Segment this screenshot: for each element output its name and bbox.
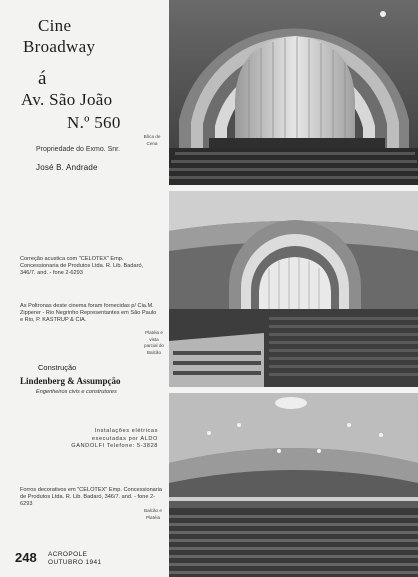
construction-firm: Lindenberg & Assumpção xyxy=(20,376,121,386)
title-line-3: á xyxy=(38,68,47,89)
construction-subtitle: Engenheiros civis e construtores xyxy=(36,389,117,395)
page-number: 248 xyxy=(15,550,37,565)
seating-credit: As Poltronas deste cinema foram fornecidas p/ Cia.M. Zipperer - Rio Negrinho Representantes em São Paulo e Rio, P. KASTRUP & CIA. xyxy=(20,303,157,323)
caption-stage: Bôca de Cena xyxy=(143,134,161,146)
title-line-2: Broadway xyxy=(23,37,96,56)
stalls-photo xyxy=(169,191,418,387)
ceiling-credit: Forros decorativos em "CELOTEX" Emp. Concessionaria de Produtos Ltda. R. Lib. Badaró, 346/7. and. - fone 2-6293 xyxy=(20,487,163,507)
magazine-info xyxy=(48,551,102,567)
title-line-5: N.º 560 xyxy=(67,113,121,132)
owner-label: Propriedade do Exmo. Snr. xyxy=(36,146,121,153)
owner-name: José B. Andrade xyxy=(36,163,98,172)
title-line-1: Cine xyxy=(38,16,72,35)
construction-heading: Construção xyxy=(38,363,77,372)
electrical-credit: Instalações elétricas executadas por ALDO GANDOLFI Telefone: 5-3828 xyxy=(71,428,158,450)
title-line-4: Av. São João xyxy=(21,90,113,109)
magazine-name: ACROPOLE xyxy=(48,551,88,558)
stage-photo xyxy=(169,0,418,185)
issue-date: OUTUBRO 1941 xyxy=(48,559,102,566)
acoustic-credit: Correção acustica com "CELOTEX" Emp. Concessionaria de Produtos Ltda. R. Lib. Badaró, 346/7. and. - fone 2-6293 xyxy=(20,256,144,276)
balcony-photo xyxy=(169,393,418,577)
caption-balcony: Balcão e Platéia xyxy=(144,508,162,520)
caption-stalls: Platéia e vista parcial do Balcão xyxy=(144,330,164,355)
